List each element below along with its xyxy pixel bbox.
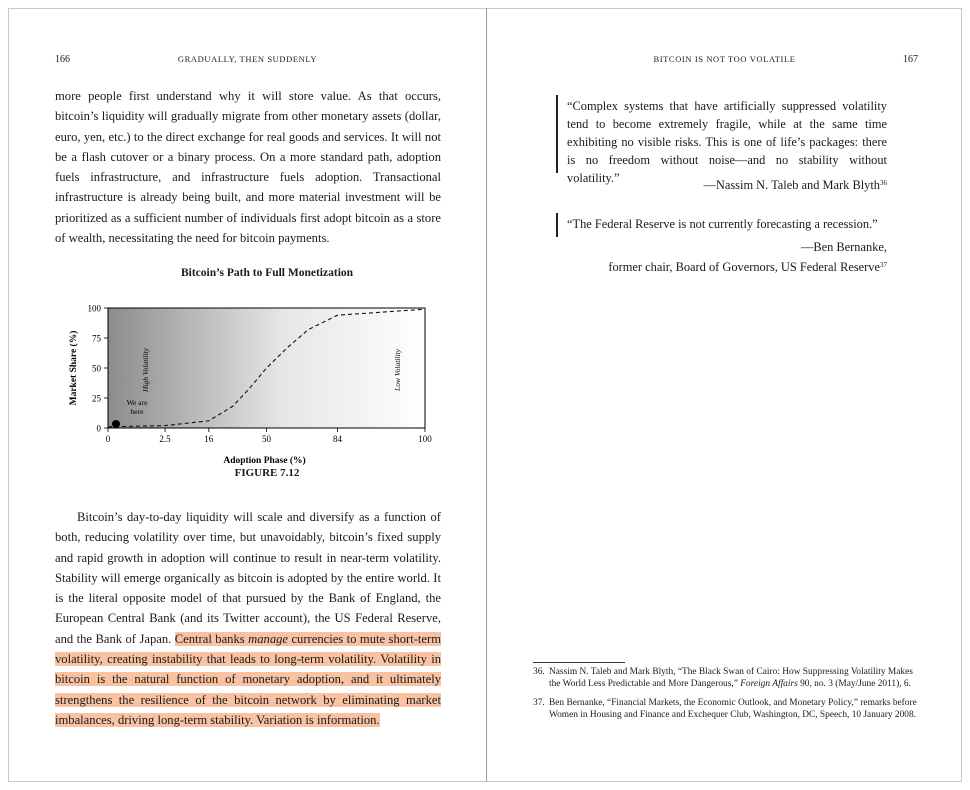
we-are-here-label-2: here [130,407,144,416]
footnote-36-citation: 90, no. 3 (May/June 2011), 6. [800,678,911,689]
y-axis-label: Market Share (%) [69,330,79,406]
x-tick-label: 0 [105,434,111,444]
paragraph-1: more people first understand why it will store value. As that occurs, bitcoin’s liquidity will gradually migrate from other monetary assets (dollar, euro, yen, etc.) to the direct exchange for real goods and services. It will not be a flash cutover or a binary process. On a more standard path, adoption fuels infrastructure, and infrastructure fuels adoption. Transactional infrastructure is already being built, and more material investment will be prioritized as a sufficient number of individuals first adopt bitcoin as a store of wealth, necessitating the need for bitcoin payments. [55,89,441,246]
highlight-emphasis[interactable]: manage [248,631,288,646]
footnote-36-text: Nassim N. Taleb and Mark Blyth, “The Black Swan of Cairo: How Suppressing Volatility Makes the World Less Predictable and More Dangerous,” [549,667,913,689]
figure-caption: FIGURE 7.12 [234,467,300,479]
x-axis-label: Adoption Phase (%) [223,456,306,466]
footnote-37-text: Ben Bernanke, “Financial Markets, the Economic Outlook, and Monetary Policy,” remarks before Women in Housing and Finance and Exchequer Club, Washington, DC, Speech, 10 January 2008. [549,698,917,720]
quote-2: “The Federal Reserve is not currently forecasting a recession.” [567,217,878,231]
y-tick-label: 25 [92,393,101,404]
highlight-text-a[interactable]: Central banks [174,631,245,646]
quote-2-attribution-line2 [567,256,887,276]
we-are-here-marker [112,420,120,428]
x-tick-label: 2.5 [159,434,171,444]
paragraph-2 [55,507,441,730]
quote-2-attribution-line1: —Ben Bernanke, [800,240,887,254]
low-volatility-label: Low Volatility [393,349,402,391]
x-tick-label: 16 [204,434,214,444]
footnote-number: 36. [533,667,545,677]
quote-2-author-title: former chair, Board of Governors, US Federal Reserve [608,260,880,274]
we-are-here-label-1: We are [126,398,148,407]
quote-2-bar [556,213,558,237]
footnote-37 [533,698,923,721]
footnote-rule [533,662,625,663]
running-head-left: GRADUALLY, THEN SUDDENLY [177,54,318,64]
x-tick-label: 50 [262,434,271,444]
quote-1-bar [556,95,558,173]
running-head-right: BITCOIN IS NOT TOO VOLATILE [653,54,796,64]
highlight-text-b[interactable]: currencies to mute short-term volatility, creating instability that leads to long-term volatility. Volatility in bitcoin is the natural function of monetary adoption, and it ultimately strengthens the resilience of the bitcoin network by eliminating market imbalances, driving long-term stability. Variation is information. [55,631,442,727]
footnote-number: 37. [533,698,545,708]
x-tick-label: 100 [418,434,432,444]
right-page [487,8,962,782]
page-number-left: 166 [55,54,70,65]
footnote-36-journal: Foreign Affairs [740,678,798,689]
monetization-chart [9,288,486,488]
y-tick-label: 0 [96,423,101,434]
y-tick-label: 50 [92,363,101,374]
chart-title: Bitcoin’s Path to Full Monetization [180,267,354,279]
quote-1-attribution [567,174,887,194]
footnote-ref-36[interactable]: 36 [880,179,887,187]
quote-1-author: —Nassim N. Taleb and Mark Blyth [703,178,880,192]
x-tick-label: 84 [333,434,343,444]
left-page [9,8,486,782]
paragraph-2-text: Bitcoin’s day-to-day liquidity will scale and diversify as a function of both, reducing volatility over time, but unavoidably, bitcoin’s fixed supply and rapid growth in adoption will continue to result in near-term volatility. Stability will emerge organically as bitcoin is adopted by the entire world. It is the literal opposite model of that pursued by the Bank of England, the European Central Bank (and its Twitter account), the US Federal Reserve, and the Bank of Japan. [55,510,441,646]
y-tick-label: 100 [87,303,101,314]
page-number-right: 167 [903,54,918,65]
footnote-ref-37[interactable]: 37 [880,261,887,269]
high-volatility-label: High Volatility [141,348,150,392]
y-tick-label: 75 [92,333,101,344]
plot-area [108,308,425,428]
quote-1: “Complex systems that have artificially suppressed volatility tend to become extremely fragile, while at the same time exhibiting no visible risks. This is one of life’s packages: there is no freedom without noise—and no stability without volatility.” [567,99,887,185]
footnote-36 [533,667,923,690]
